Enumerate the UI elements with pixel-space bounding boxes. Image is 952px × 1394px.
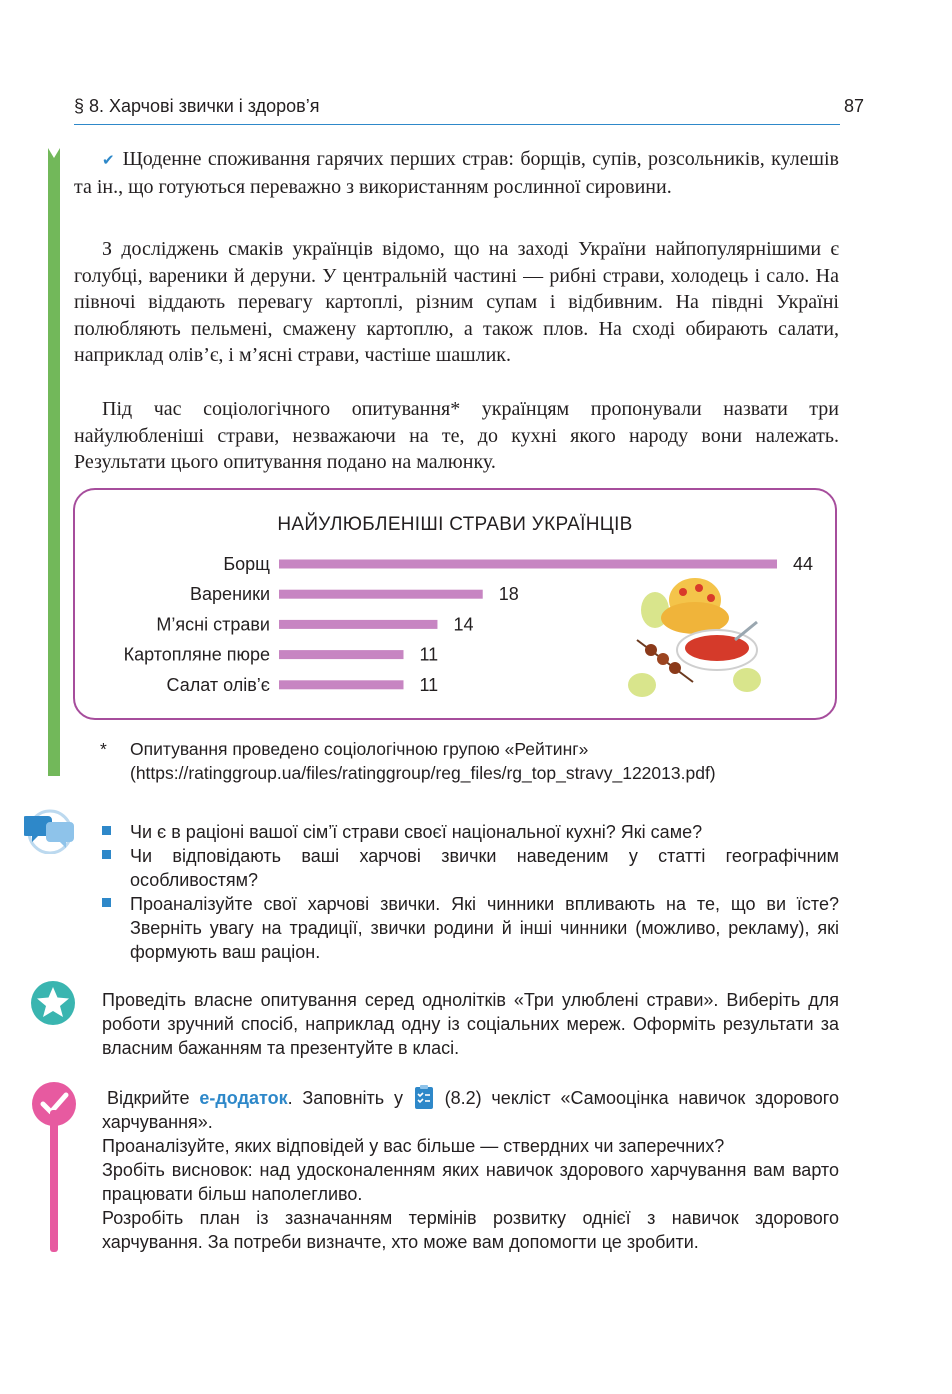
- selfcheck-line-2: Проаналізуйте, яких відповідей у вас більше — ствердних чи заперечних?: [102, 1136, 725, 1156]
- category-label: Вареники: [190, 584, 270, 605]
- checkmark-icon: ✔: [102, 151, 115, 169]
- chart-frame: [73, 488, 837, 720]
- section-title: § 8. Харчові звички і здоров’я: [74, 96, 320, 116]
- paragraph-survey: Під час соціологічного опитування* українцям пропонували назвати три найулюбленіші страви, незважаючи на те, до кухні якого народу вони належать. Результати цього опитування подано на малюнку.: [74, 398, 839, 473]
- intro-paragraph: [74, 146, 839, 200]
- selfcheck-line-4: Розробіть план із зазначанням термінів розвитку однієї з навичок здорового харчування. За потреби визначте, хто може вам допомогти це зробити.: [102, 1208, 839, 1252]
- chart-title: НАЙУЛЮБЛЕНІШІ СТРАВИ УКРАЇНЦІВ: [277, 514, 633, 535]
- selfcheck-block: [102, 1084, 839, 1254]
- category-label: Борщ: [223, 554, 270, 574]
- speech-bubbles-icon: [24, 808, 76, 854]
- footnote-source-url: (https://ratinggroup.ua/files/ratinggroup/reg_files/rg_top_stravy_122013.pdf): [130, 763, 716, 783]
- checklist-document-icon[interactable]: [413, 1084, 435, 1110]
- task-paragraph: Проведіть власне опитування серед однолітків «Три улюблені страви». Виберіть для роботи зручний спосіб, наприклад одну із соціальних мереж. Оформіть результати за власним бажанням та презентуйте в класі.: [102, 990, 839, 1058]
- bullet-icon: [102, 850, 111, 859]
- paragraph-regional-tastes: З досліджень смаків українців відомо, що на заході України найпопулярнішими є голубці, вареники й деруни. У центральній частині — рибні страви, холодець і сало. На півночі віддають перевагу картоплі, різним супам і відбивним. На півдні Україні полюбляють пельмені, смажену картоплю, а також плов. На сході обирають салати, наприклад олів’є, і м’ясні страви, частіше шашлик.: [74, 238, 839, 366]
- category-label: Салат олів’є: [166, 674, 270, 695]
- bar: [279, 590, 483, 599]
- value-label: 14: [453, 614, 474, 635]
- bullet-icon: [102, 898, 111, 907]
- selfcheck-bar: [50, 1110, 58, 1252]
- list-item: Чи є в раціоні вашої сім’ї страви своєї національної кухні? Які саме?: [100, 820, 839, 844]
- bar: [279, 680, 404, 689]
- bar: [279, 650, 404, 659]
- discussion-questions: [100, 820, 839, 964]
- section-sidebar-bar: [48, 148, 60, 776]
- footnote-marker: *: [100, 739, 107, 759]
- category-label: Картопляне пюре: [123, 644, 270, 665]
- sidebar-bar-notch: [48, 148, 60, 158]
- selfcheck-line-1: Відкрийте е-додаток. Заповніть у (8.2) чекліст «Самооцінка навичок здорового харчування».: [102, 1084, 839, 1134]
- value-label: 44: [793, 554, 814, 574]
- food-illustration: [628, 578, 761, 697]
- value-label: 11: [419, 644, 439, 665]
- bullet-icon: [102, 826, 111, 835]
- intro-text: Щоденне споживання гарячих перших страв: борщів, супів, розсольників, кулешів та ін., що готуються переважно з використанням рослинної сировини.: [74, 148, 839, 198]
- list-item: Проаналізуйте свої харчові звички. Які чинники впливають на те, що ви їсте? Зверніть увагу на традиції, звички родини й інші чинники (можливо, рекламу), які формують ваш раціон.: [100, 892, 839, 964]
- e-appendix-link[interactable]: е-додаток: [199, 1088, 288, 1108]
- bar-chart: [75, 490, 835, 718]
- value-label: 18: [498, 584, 519, 605]
- page-number: 87: [843, 96, 864, 116]
- bar: [279, 560, 777, 569]
- category-label: М’ясні страви: [156, 614, 270, 635]
- selfcheck-line-3: Зробіть висновок: над удосконаленням яких навичок здорового харчування вам варто працювати більш наполегливо.: [102, 1160, 839, 1204]
- star-icon: [30, 980, 76, 1026]
- page-header: [74, 94, 864, 125]
- footnote-line-1: Опитування проведено соціологічною групою «Рейтинг»: [130, 739, 589, 759]
- bar: [279, 620, 437, 629]
- list-item: Чи відповідають ваші харчові звички наведеним у статті географічним особливостям?: [100, 844, 839, 892]
- value-label: 11: [419, 674, 439, 695]
